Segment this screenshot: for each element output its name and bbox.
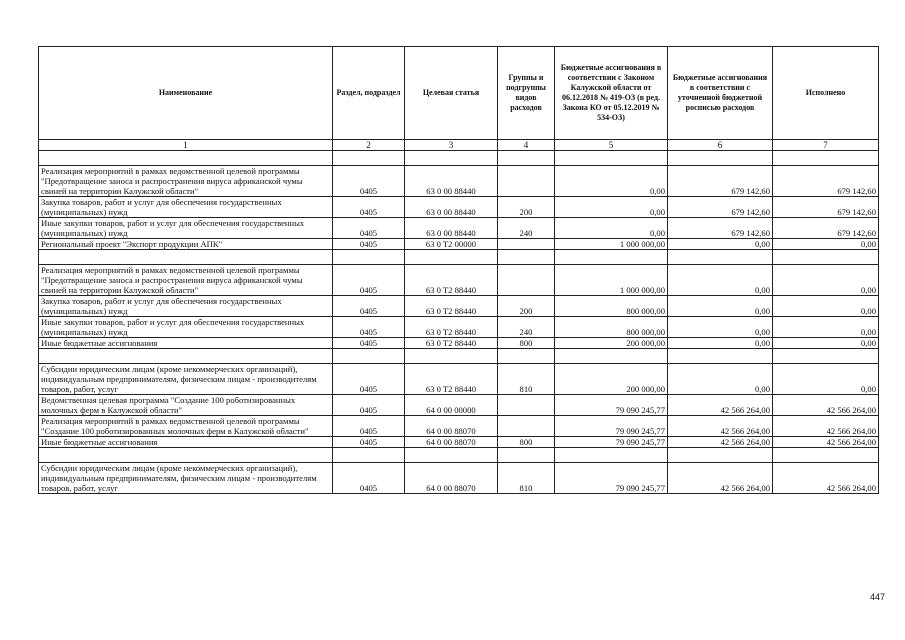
- cell-executed: 42 566 264,00: [773, 416, 879, 437]
- cell-law: 0,00: [555, 218, 668, 239]
- cell-name: Иные закупки товаров, работ и услуг для обеспечения государственных (муниципальных) нужд: [39, 218, 333, 239]
- cell-refined: 0,00: [668, 317, 773, 338]
- spacer-cell: [405, 250, 498, 265]
- column-number-row: [39, 140, 879, 151]
- spacer-row: [39, 250, 879, 265]
- cell-name: Ведомственная целевая программа "Создание 100 роботизированных молочных ферм в Калужской области": [39, 395, 333, 416]
- table-row: [39, 395, 879, 416]
- cell-law: 79 090 245,77: [555, 395, 668, 416]
- cell-name: Иные бюджетные ассигнования: [39, 338, 333, 349]
- cell-section: 0405: [333, 166, 405, 197]
- cell-executed: 679 142,60: [773, 166, 879, 197]
- cell-name: Иные бюджетные ассигнования: [39, 437, 333, 448]
- spacer-cell: [39, 448, 333, 463]
- table-row: [39, 265, 879, 296]
- cell-executed: 42 566 264,00: [773, 437, 879, 448]
- table-row: [39, 364, 879, 395]
- cell-name: Реализация мероприятий в рамках ведомственной целевой программы "Создание 100 роботизированных молочных ферм в Калужской области": [39, 416, 333, 437]
- header-target: Целевая статья: [405, 47, 498, 140]
- cell-law: 1 000 000,00: [555, 265, 668, 296]
- cell-group: [498, 239, 555, 250]
- cell-law: 800 000,00: [555, 296, 668, 317]
- cell-target: 63 0 T2 88440: [405, 317, 498, 338]
- header-row: [39, 47, 879, 140]
- spacer-cell: [333, 349, 405, 364]
- cell-group: 800: [498, 437, 555, 448]
- cell-refined: 679 142,60: [668, 197, 773, 218]
- table-row: [39, 296, 879, 317]
- table-row: [39, 437, 879, 448]
- cell-executed: 0,00: [773, 338, 879, 349]
- cell-name: Закупка товаров, работ и услуг для обеспечения государственных (муниципальных) нужд: [39, 296, 333, 317]
- cell-executed: 0,00: [773, 296, 879, 317]
- cell-group: 810: [498, 463, 555, 494]
- spacer-cell: [498, 448, 555, 463]
- spacer-cell: [773, 448, 879, 463]
- table-body: [39, 151, 879, 494]
- spacer-cell: [773, 250, 879, 265]
- cell-group: 200: [498, 296, 555, 317]
- cell-name: Иные закупки товаров, работ и услуг для обеспечения государственных (муниципальных) нужд: [39, 317, 333, 338]
- cell-group: 810: [498, 364, 555, 395]
- cell-refined: 42 566 264,00: [668, 395, 773, 416]
- cell-executed: 42 566 264,00: [773, 395, 879, 416]
- cell-target: 63 0 T2 00000: [405, 239, 498, 250]
- cell-section: 0405: [333, 416, 405, 437]
- spacer-cell: [498, 349, 555, 364]
- cell-executed: 42 566 264,00: [773, 463, 879, 494]
- spacer-cell: [39, 250, 333, 265]
- table-row: [39, 197, 879, 218]
- table-row: [39, 317, 879, 338]
- col-number: 2: [333, 140, 405, 151]
- cell-executed: 0,00: [773, 239, 879, 250]
- cell-target: 64 0 00 88070: [405, 437, 498, 448]
- spacer-row: [39, 349, 879, 364]
- header-budget-law: Бюджетные ассигнования в соответствии с Законом Калужской области от 06.12.2018 № 419-ОЗ (в ред. Закона КО от 05.12.2019 № 534-ОЗ): [555, 47, 668, 140]
- header-groups: Группы и подгруппы видов расходов: [498, 47, 555, 140]
- cell-name: Субсидии юридическим лицам (кроме некоммерческих организаций), индивидуальным предпринимателям, физическим лицам - производителям товаров, работ, услуг: [39, 463, 333, 494]
- spacer-cell: [668, 151, 773, 166]
- cell-group: 240: [498, 218, 555, 239]
- table-row: [39, 166, 879, 197]
- cell-target: 63 0 00 88440: [405, 166, 498, 197]
- cell-law: 0,00: [555, 166, 668, 197]
- cell-refined: 679 142,60: [668, 166, 773, 197]
- cell-section: 0405: [333, 437, 405, 448]
- cell-refined: 42 566 264,00: [668, 416, 773, 437]
- spacer-row: [39, 448, 879, 463]
- cell-group: [498, 416, 555, 437]
- spacer-cell: [39, 151, 333, 166]
- cell-section: 0405: [333, 463, 405, 494]
- cell-target: 63 0 T2 88440: [405, 296, 498, 317]
- spacer-cell: [405, 349, 498, 364]
- cell-law: 200 000,00: [555, 338, 668, 349]
- cell-group: [498, 166, 555, 197]
- cell-section: 0405: [333, 296, 405, 317]
- header-budget-refined: Бюджетные ассигнования в соответствии с уточненной бюджетной росписью расходов: [668, 47, 773, 140]
- cell-executed: 0,00: [773, 265, 879, 296]
- cell-group: 240: [498, 317, 555, 338]
- cell-group: [498, 265, 555, 296]
- cell-executed: 0,00: [773, 364, 879, 395]
- cell-law: 0,00: [555, 197, 668, 218]
- cell-target: 63 0 T2 88440: [405, 265, 498, 296]
- col-number: 7: [773, 140, 879, 151]
- cell-name: Закупка товаров, работ и услуг для обеспечения государственных (муниципальных) нужд: [39, 197, 333, 218]
- cell-target: 63 0 00 88440: [405, 218, 498, 239]
- cell-name: Региональный проект "Экспорт продукции АПК": [39, 239, 333, 250]
- page-number: 447: [869, 592, 885, 602]
- col-number: 5: [555, 140, 668, 151]
- spacer-cell: [333, 250, 405, 265]
- cell-target: 63 0 00 88440: [405, 197, 498, 218]
- table-row: [39, 338, 879, 349]
- cell-group: [498, 395, 555, 416]
- cell-executed: 679 142,60: [773, 218, 879, 239]
- spacer-cell: [773, 151, 879, 166]
- cell-name: Реализация мероприятий в рамках ведомственной целевой программы "Предотвращение заноса и распространения вируса африканской чумы свиней на территории Калужской области": [39, 166, 333, 197]
- spacer-cell: [668, 349, 773, 364]
- cell-refined: 0,00: [668, 296, 773, 317]
- header-executed: Исполнено: [773, 47, 879, 140]
- cell-law: 79 090 245,77: [555, 437, 668, 448]
- cell-section: 0405: [333, 218, 405, 239]
- cell-target: 64 0 00 88070: [405, 416, 498, 437]
- cell-law: 1 000 000,00: [555, 239, 668, 250]
- cell-refined: 679 142,60: [668, 218, 773, 239]
- spacer-cell: [555, 448, 668, 463]
- cell-name: Реализация мероприятий в рамках ведомственной целевой программы "Предотвращение заноса и распространения вируса африканской чумы свиней на территории Калужской области": [39, 265, 333, 296]
- cell-section: 0405: [333, 265, 405, 296]
- table-row: [39, 463, 879, 494]
- spacer-cell: [39, 349, 333, 364]
- spacer-cell: [668, 448, 773, 463]
- cell-refined: 0,00: [668, 364, 773, 395]
- spacer-cell: [555, 250, 668, 265]
- spacer-cell: [333, 448, 405, 463]
- cell-law: 200 000,00: [555, 364, 668, 395]
- cell-refined: 42 566 264,00: [668, 463, 773, 494]
- cell-executed: 679 142,60: [773, 197, 879, 218]
- cell-law: 79 090 245,77: [555, 416, 668, 437]
- col-number: 4: [498, 140, 555, 151]
- col-number: 6: [668, 140, 773, 151]
- cell-section: 0405: [333, 197, 405, 218]
- table-row: [39, 416, 879, 437]
- cell-refined: 0,00: [668, 239, 773, 250]
- col-number: 1: [39, 140, 333, 151]
- spacer-cell: [773, 349, 879, 364]
- spacer-cell: [333, 151, 405, 166]
- spacer-cell: [498, 151, 555, 166]
- spacer-cell: [405, 448, 498, 463]
- cell-target: 64 0 00 00000: [405, 395, 498, 416]
- cell-section: 0405: [333, 395, 405, 416]
- col-number: 3: [405, 140, 498, 151]
- cell-executed: 0,00: [773, 317, 879, 338]
- cell-refined: 42 566 264,00: [668, 437, 773, 448]
- cell-target: 63 0 T2 88440: [405, 364, 498, 395]
- table-row: [39, 239, 879, 250]
- spacer-row: [39, 151, 879, 166]
- spacer-cell: [555, 349, 668, 364]
- cell-law: 79 090 245,77: [555, 463, 668, 494]
- header-section: Раздел, подраздел: [333, 47, 405, 140]
- header-name: Наименование: [39, 47, 333, 140]
- budget-table: [38, 46, 879, 494]
- spacer-cell: [405, 151, 498, 166]
- cell-target: 64 0 00 88070: [405, 463, 498, 494]
- table-row: [39, 218, 879, 239]
- spacer-cell: [555, 151, 668, 166]
- cell-group: 800: [498, 338, 555, 349]
- cell-target: 63 0 T2 88440: [405, 338, 498, 349]
- cell-refined: 0,00: [668, 338, 773, 349]
- cell-section: 0405: [333, 317, 405, 338]
- cell-refined: 0,00: [668, 265, 773, 296]
- spacer-cell: [668, 250, 773, 265]
- cell-section: 0405: [333, 338, 405, 349]
- cell-section: 0405: [333, 239, 405, 250]
- spacer-cell: [498, 250, 555, 265]
- cell-group: 200: [498, 197, 555, 218]
- cell-section: 0405: [333, 364, 405, 395]
- cell-name: Субсидии юридическим лицам (кроме некоммерческих организаций), индивидуальным предпринимателям, физическим лицам - производителям товаров, работ, услуг: [39, 364, 333, 395]
- cell-law: 800 000,00: [555, 317, 668, 338]
